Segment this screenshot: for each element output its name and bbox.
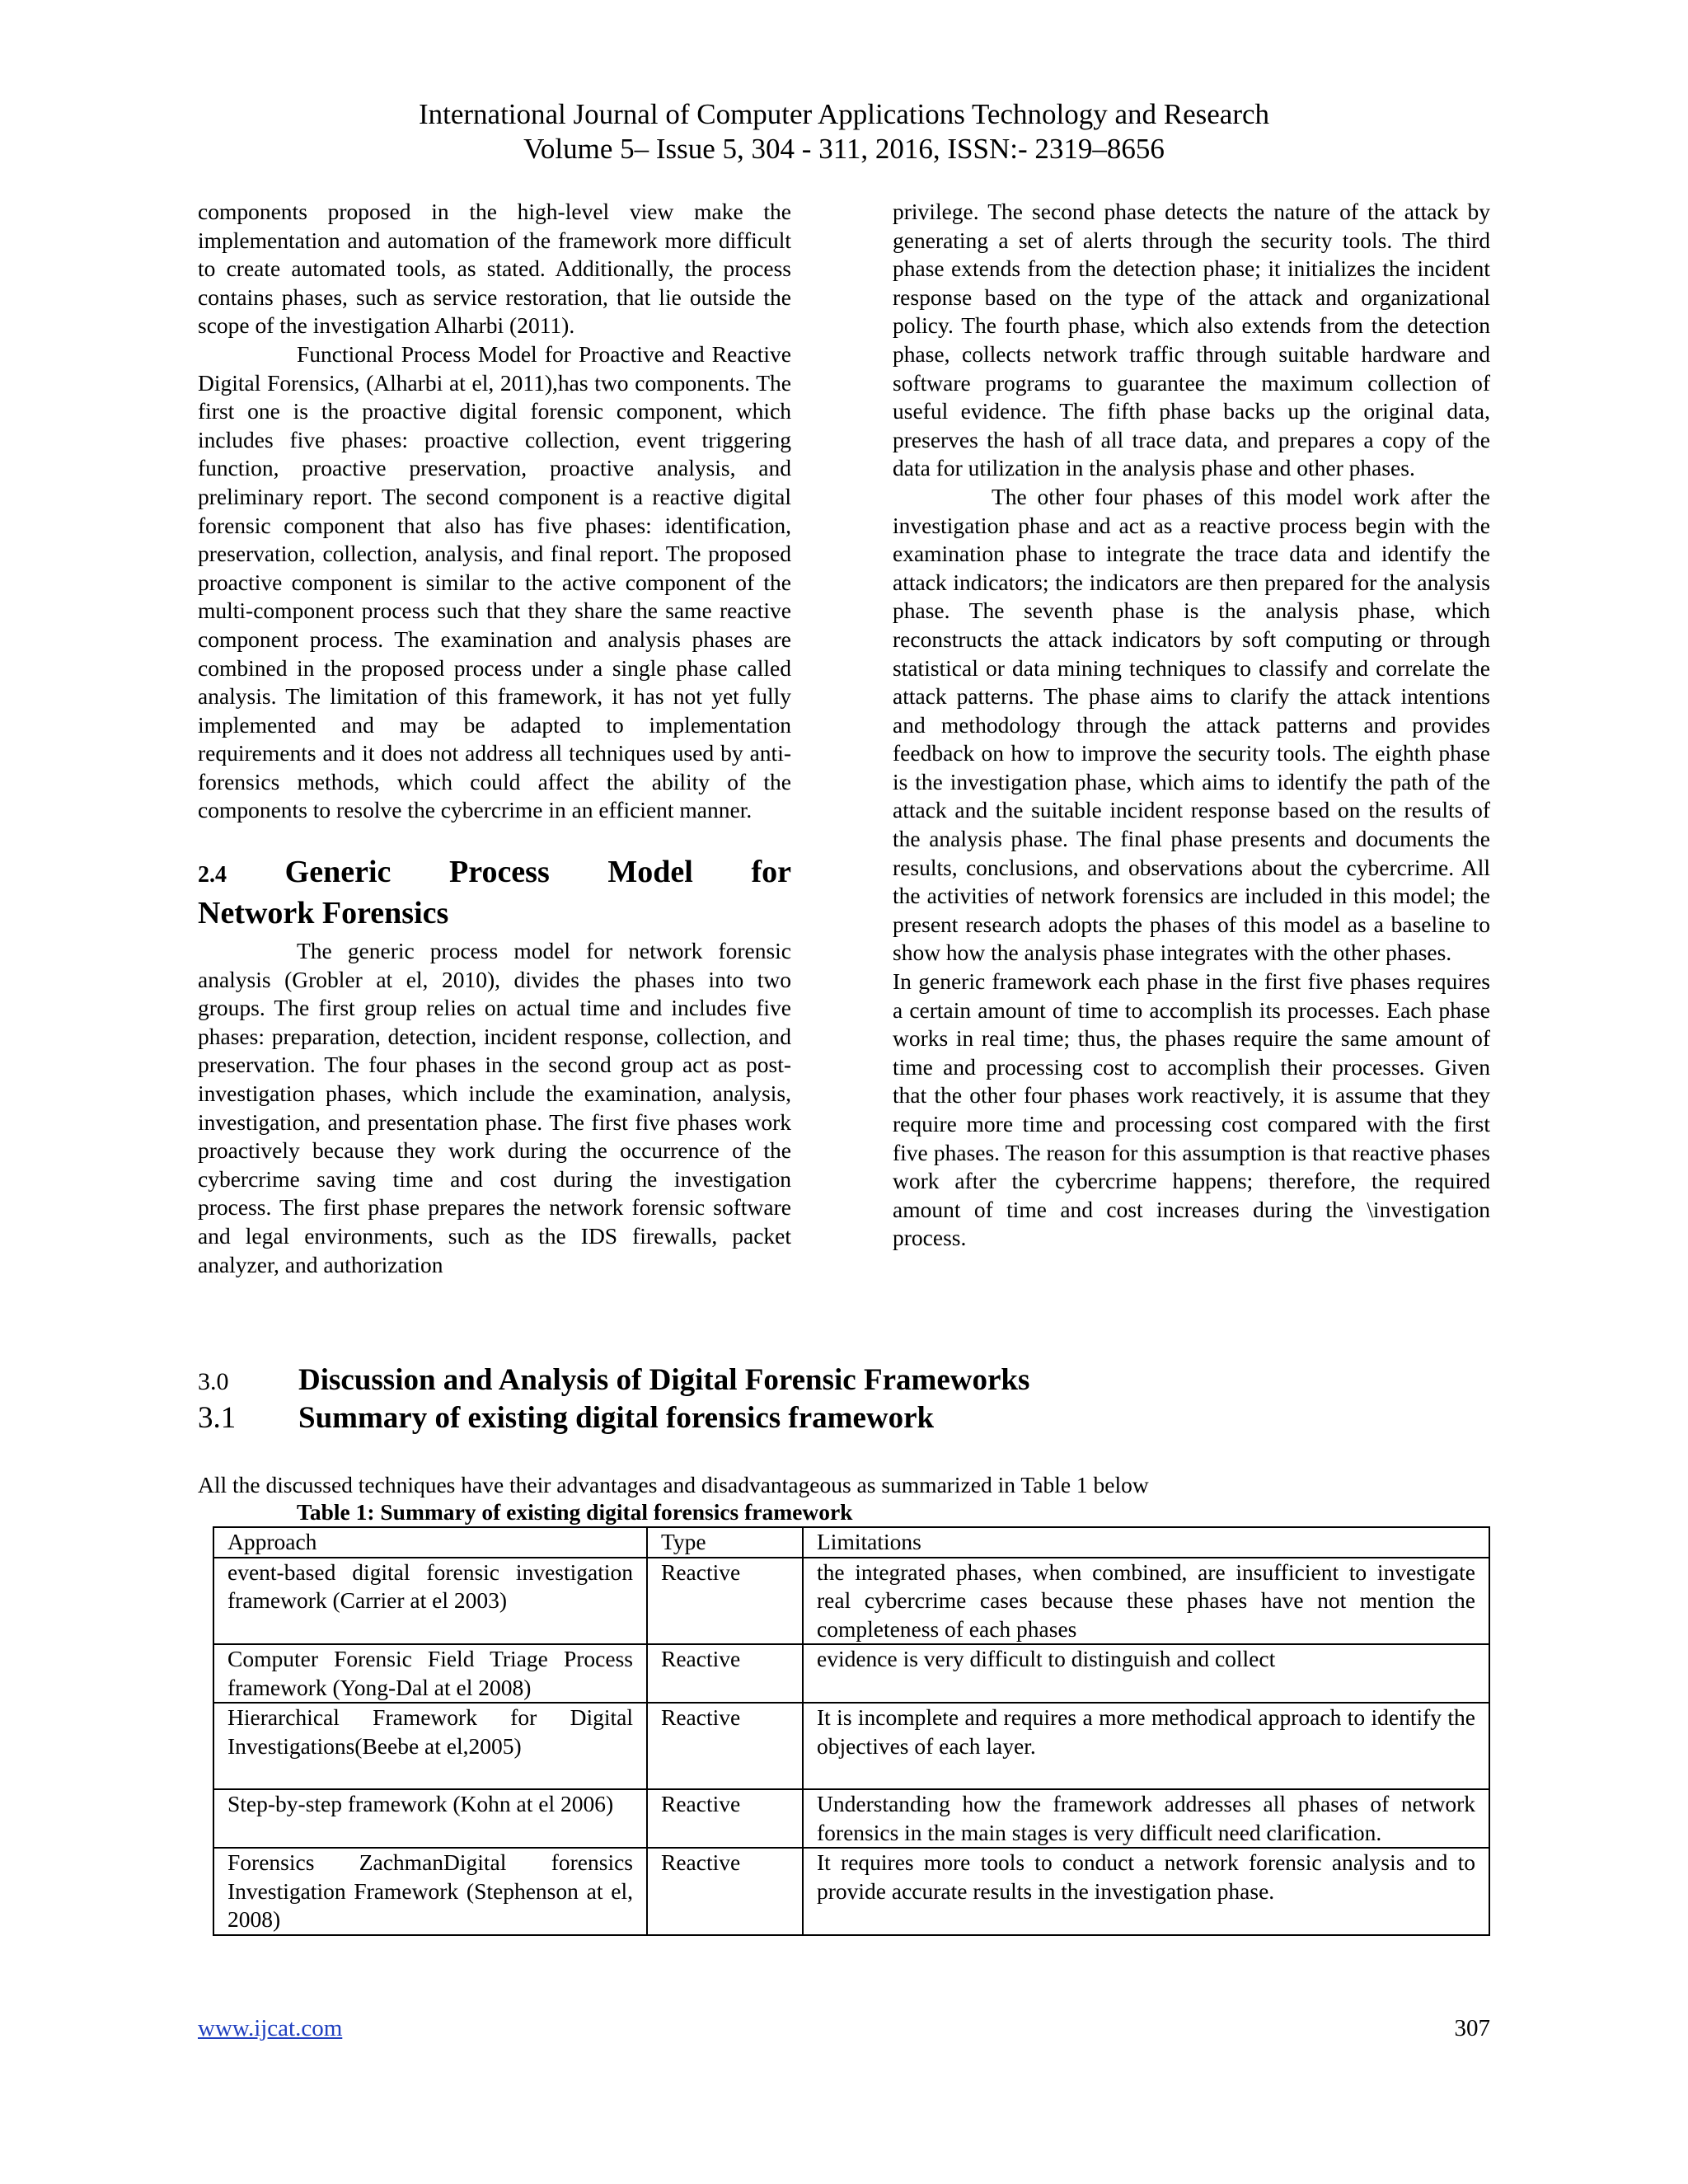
table-cell: It requires more tools to conduct a network forensic analysis and to provide accurate results in the investigation phase. (803, 1848, 1489, 1935)
paragraph: Functional Process Model for Proactive and Reactive Digital Forensics, (Alharbi at el, 2011),has two components. The first one is the proactive digital forensic component, which includes five phases: proactive collection, event triggering function, proactive preservation, proactive analysis, and preliminary report. The second component is a reactive digital forensic component that also has five phases: identification, preservation, collection, analysis, and final report. The proposed proactive component is similar to the active component of the multi-component process such that they share the same reactive component process. The examination and analysis phases are combined in the proposed process under a single phase called analysis. The limitation of this framework, it has not yet fully implemented and may be adapted to implementation requirements and it does not address all techniques used by anti-forensics methods, which could affect the ability of the components to resolve the cybercrime in an efficient manner. (198, 340, 791, 823)
table-cell: Reactive (647, 1703, 803, 1789)
table-header-cell: Approach (213, 1527, 647, 1558)
journal-website-link[interactable]: www.ijcat.com (198, 2015, 343, 2041)
journal-header (0, 97, 1688, 166)
left-column (198, 198, 791, 1279)
table-cell: Reactive (647, 1558, 803, 1645)
table-header-cell: Limitations (803, 1527, 1489, 1558)
section-number: 2.4 (198, 862, 227, 888)
table-row (213, 1789, 1489, 1848)
page-number: 307 (1454, 2015, 1490, 2041)
paragraph: In generic framework each phase in the first five phases requires a certain amount of time to accomplish its processes. Each phase works in real time; thus, the phases require the same amount of time and processing cost to accomplish their processes. Given that the other four phases work reactively, it is assume that they require more time and processing cost compared with the first five phases. The reason for this assumption is that reactive phases work after the cybercrime happens; therefore, the required amount of time and cost increases during the \investigation process. (893, 968, 1490, 1251)
section-number: 3.0 (198, 1368, 229, 1395)
right-column (893, 198, 1490, 1253)
paragraph: The other four phases of this model work after the investigation phase and act as a reactive process begin with the examination phase to integrate the trace data and identify the attack indicators; the indicators are then prepared for the analysis phase. The seventh phase is the analysis phase, which reconstructs the attack indicators by soft computing or through statistical or data mining techniques to classify and correlate the attack patterns. The phase aims to clarify the attack intentions and methodology through the attack patterns and provides feedback on how to improve the security tools. The eighth phase is the investigation phase, which aims to identify the path of the attack and the suitable incident response based on the results of the analysis phase. The final phase presents and documents the results, conclusions, and observations about the cybercrime. All the activities of network forensics are included in this model; the present research adopts the phases of this model as a baseline to show how the analysis phase integrates with the other phases. (893, 483, 1490, 966)
section-heading-2-4 (198, 853, 791, 894)
table-cell: Reactive (647, 1789, 803, 1848)
journal-issue: Volume 5– Issue 5, 304 - 311, 2016, ISSN:- 2319–8656 (523, 133, 1165, 165)
table-cell: evidence is very difficult to distinguish and collect (803, 1644, 1489, 1703)
table-cell: Understanding how the framework addresses all phases of network forensics in the main stages is very difficult need clarification. (803, 1789, 1489, 1848)
section-title: Summary of existing digital forensics framework (298, 1401, 935, 1435)
table-cell: the integrated phases, when combined, are insufficient to investigate real cybercrime cases because these phases have not mention the completeness of each phases (803, 1558, 1489, 1645)
table-row (213, 1848, 1489, 1935)
section-number: 3.1 (198, 1401, 237, 1435)
table-intro: All the discussed techniques have their advantages and disadvantageous as summarized in Table 1 below (198, 1472, 1149, 1497)
table-cell: It is incomplete and requires a more methodical approach to identify the objectives of each layer. (803, 1703, 1489, 1789)
table-cell: Forensics ZachmanDigital forensics Investigation Framework (Stephenson at el, 2008) (213, 1848, 647, 1935)
summary-table (213, 1526, 1490, 1936)
section-title: Discussion and Analysis of Digital Forensic Frameworks (298, 1363, 1030, 1397)
table-header-cell: Type (647, 1527, 803, 1558)
section-title: Generic Process Model for (284, 855, 792, 890)
table-cell: event-based digital forensic investigation framework (Carrier at el 2003) (213, 1558, 647, 1645)
table-cell: Step-by-step framework (Kohn at el 2006) (213, 1789, 647, 1848)
paragraph: privilege. The second phase detects the nature of the attack by generating a set of alerts through the security tools. The third phase extends from the detection phase; it initializes the incident response based on the type of the attack and organizational policy. The fourth phase, which also extends from the detection phase, collects network traffic through suitable hardware and software programs to guarantee the maximum collection of useful evidence. The fifth phase backs up the original data, preserves the hash of all trace data, and prepares a copy of the data for utilization in the analysis phase and other phases. (893, 199, 1490, 481)
paragraph: components proposed in the high-level view make the implementation and automation of the framework more difficult to create automated tools, as stated. Additionally, the process contains phases, such as service restoration, that lie outside the scope of the investigation Alharbi (2011). (198, 199, 791, 339)
table-cell: Reactive (647, 1848, 803, 1935)
table-row (213, 1703, 1489, 1789)
section-heading-3-1 (198, 1399, 934, 1437)
table-cell: Hierarchical Framework for Digital Investigations(Beebe at el,2005) (213, 1703, 647, 1789)
table-cell: Reactive (647, 1644, 803, 1703)
table-row (213, 1558, 1489, 1645)
table-cell: Computer Forensic Field Triage Process framework (Yong-Dal at el 2008) (213, 1644, 647, 1703)
paragraph: The generic process model for network forensic analysis (Grobler at el, 2010), divides the phases into two groups. The first group relies on actual time and includes five phases: preparation, detection, incident response, collection, and preservation. The four phases in the second group act as post-investigation phases, which include the examination, analysis, investigation, and presentation phase. The first five phases work proactively because they work during the occurrence of the cybercrime saving time and cost during the investigation process. The first phase prepares the network forensic software and legal environments, such as the IDS firewalls, packet analyzer, and authorization (198, 938, 791, 1277)
journal-title: International Journal of Computer Applications Technology and Research (418, 98, 1270, 130)
table-row (213, 1644, 1489, 1703)
section-heading-3-0 (198, 1361, 1029, 1401)
table-header-row (213, 1527, 1489, 1558)
table-caption: Table 1: Summary of existing digital forensics framework (297, 1499, 853, 1525)
section-heading-2-4-cont: Network Forensics (198, 896, 449, 931)
